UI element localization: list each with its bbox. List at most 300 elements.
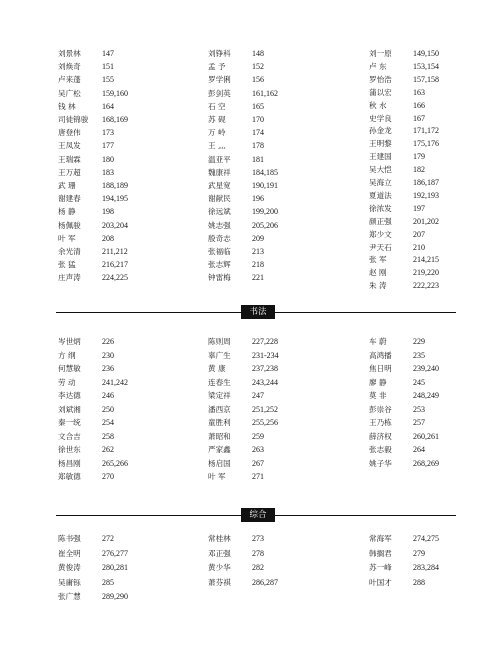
artist-name: 吴海立 (369, 178, 392, 187)
artist-name: 刘一原 (369, 49, 392, 58)
index-entry (58, 579, 114, 587)
page-numbers: 175,176 (413, 139, 439, 149)
page-numbers: 236 (102, 364, 114, 373)
index-entry (369, 352, 425, 360)
index-entry (58, 593, 128, 601)
page-numbers: 213 (252, 247, 264, 256)
index-entry (58, 116, 128, 124)
index-entry (208, 116, 264, 124)
artist-name: 郑敏德 (58, 472, 81, 481)
index-entry (208, 76, 264, 84)
artist-name: 何慧敏 (58, 364, 81, 373)
artist-name: 徐浓发 (369, 203, 392, 213)
index-entry (369, 50, 439, 58)
page-numbers: 268,269 (413, 458, 439, 468)
page-numbers: 247 (252, 391, 264, 400)
index-entry (208, 352, 279, 360)
artist-name: 孟 予 (208, 62, 226, 72)
artist-name: 苏一峰 (369, 563, 392, 572)
index-entry (58, 419, 114, 427)
page-numbers: 226 (102, 337, 114, 346)
page-numbers: 182 (413, 165, 425, 175)
page-numbers: 259 (252, 431, 264, 441)
artist-name: 潘西京 (208, 404, 231, 414)
page-numbers: 155 (102, 75, 114, 85)
artist-name: 李达德 (58, 391, 81, 400)
index-entry (208, 182, 278, 190)
artist-name: 黄 康 (208, 364, 226, 373)
page-numbers: 216,217 (102, 260, 128, 270)
index-entry (208, 274, 264, 282)
page-numbers: 267 (252, 458, 264, 468)
page-numbers: 209 (252, 233, 264, 243)
index-entry (208, 550, 264, 558)
index-entry (58, 129, 114, 137)
artist-name: 司徒锦骏 (58, 115, 89, 124)
index-entry (369, 269, 439, 277)
page-numbers: 197 (413, 203, 425, 213)
page-numbers: 153,154 (413, 61, 439, 71)
artist-name: 唐登伟 (58, 128, 81, 138)
artist-name: 魏康祥 (208, 167, 231, 177)
artist-name: 常桂林 (208, 534, 231, 543)
artist-name: 杨昌刚 (58, 458, 81, 468)
artist-name: 张 猛 (58, 260, 76, 270)
artist-name: 武 珊 (58, 181, 76, 190)
index-entry (369, 365, 439, 373)
page-numbers: 168,169 (102, 115, 128, 124)
index-entry (369, 282, 439, 290)
artist-name: 温亚平 (208, 154, 231, 164)
page-numbers: 276,277 (102, 548, 128, 558)
page-numbers: 214,215 (413, 255, 439, 265)
artist-name: 韩搁君 (369, 548, 392, 558)
page-numbers: 285 (102, 577, 114, 587)
index-entry (369, 433, 439, 441)
page-numbers: 288 (413, 577, 425, 587)
page-numbers: 170 (252, 115, 264, 124)
artist-name: 夏道法 (369, 190, 392, 200)
artist-name: 徐世东 (58, 445, 81, 454)
artist-name: 杨 静 (58, 207, 76, 217)
section-heading: 书法 (241, 305, 275, 319)
artist-name: 刘铮科 (208, 49, 231, 58)
index-entry (208, 90, 278, 98)
index-entry (369, 153, 425, 161)
index-entry (208, 63, 264, 71)
artist-name: 谢献民 (208, 194, 231, 204)
artist-name: 徐远斌 (208, 207, 231, 217)
artist-name: 文合吉 (58, 431, 81, 441)
index-entry (369, 102, 425, 110)
artist-name: 邓正强 (208, 548, 231, 558)
page-numbers: 173 (102, 128, 114, 138)
page-numbers: 231-234 (252, 350, 279, 360)
index-entry (208, 50, 264, 58)
index-entry (208, 103, 264, 111)
artist-name: 朱 涛 (369, 281, 387, 291)
artist-name: 秋 水 (369, 100, 387, 110)
artist-name: 王建国 (369, 152, 392, 162)
index-entry (369, 63, 439, 71)
page-numbers: 183 (102, 167, 114, 177)
artist-name: 钟雷梅 (208, 273, 231, 283)
artist-name: 莫 非 (369, 391, 387, 400)
page-numbers: 282 (252, 563, 264, 572)
index-entry (58, 535, 114, 543)
page-numbers: 248,249 (413, 391, 439, 400)
index-entry (208, 535, 264, 543)
index-entry (58, 103, 114, 111)
page-numbers: 258 (102, 431, 114, 441)
index-entry (369, 460, 439, 468)
artist-name: 姚子华 (369, 458, 392, 468)
page-numbers: 239,240 (413, 364, 439, 373)
page-numbers: 147 (102, 49, 114, 58)
page-numbers: 270 (102, 472, 114, 481)
index-entry (58, 235, 114, 243)
page-numbers: 250 (102, 404, 114, 414)
index-entry (58, 564, 128, 572)
page-numbers: 224,225 (102, 273, 128, 283)
index-entry (208, 446, 264, 454)
index-entry (208, 392, 264, 400)
page-numbers: 151 (102, 62, 114, 72)
artist-name: 叶 军 (208, 472, 226, 481)
artist-name: 连春生 (208, 377, 231, 387)
page-numbers: 199,200 (252, 207, 278, 217)
page-numbers: 271 (252, 472, 264, 481)
index-entry (58, 274, 128, 282)
artist-name: 史学良 (369, 113, 392, 123)
artist-name: 童胜利 (208, 418, 231, 427)
index-entry (369, 166, 425, 174)
index-entry (208, 433, 264, 441)
artist-name: 石 空 (208, 101, 226, 111)
page-numbers: 190,191 (252, 181, 278, 190)
index-entry (58, 63, 114, 71)
index-entry (369, 564, 439, 572)
page-numbers: 283,284 (413, 563, 439, 572)
artist-name: 武星宽 (208, 181, 231, 190)
artist-name: 方 纲 (58, 350, 76, 360)
page-numbers: 227,228 (252, 337, 278, 346)
artist-name: 严家鑫 (208, 445, 231, 454)
artist-name: 萧芬祺 (208, 577, 231, 587)
artist-name: 王 灬 (208, 141, 226, 151)
page-numbers: 174 (252, 128, 264, 138)
index-entry (369, 392, 439, 400)
artist-name: 苏 砚 (208, 115, 226, 124)
artist-name: 张广慧 (58, 592, 81, 601)
artist-name: 王明黎 (369, 139, 392, 149)
index-entry (58, 379, 128, 387)
index-entry (369, 579, 425, 587)
index-entry (369, 256, 439, 264)
index-entry (208, 419, 278, 427)
artist-name: 劳 动 (58, 377, 76, 387)
page-numbers: 278 (252, 548, 264, 558)
page-numbers: 229 (413, 337, 425, 346)
page-numbers: 253 (413, 404, 425, 414)
artist-name: 焦日明 (369, 364, 392, 373)
index-entry (208, 473, 264, 481)
page-numbers: 246 (102, 391, 114, 400)
index-entry (208, 235, 264, 243)
page-numbers: 273 (252, 534, 264, 543)
artist-name: 秦一统 (58, 418, 81, 427)
artist-name: 岑世炳 (58, 337, 81, 346)
artist-name: 姚志强 (208, 220, 231, 230)
index-entry (208, 579, 278, 587)
index-entry (58, 392, 114, 400)
artist-name: 张 军 (369, 255, 387, 265)
index-entry (369, 338, 425, 346)
index-entry (58, 50, 114, 58)
page-numbers: 280,281 (102, 563, 128, 572)
index-entry (369, 89, 425, 97)
artist-name: 孙金龙 (369, 126, 392, 136)
page-numbers: 272 (102, 534, 114, 543)
page-numbers: 222,223 (413, 281, 439, 291)
index-entry (369, 244, 425, 252)
index-entry (58, 195, 128, 203)
page-numbers: 159,160 (102, 88, 128, 98)
page-numbers: 178 (252, 141, 264, 151)
artist-name: 庄声涛 (58, 273, 81, 283)
index-entry (369, 205, 425, 213)
artist-name: 薛济权 (369, 431, 392, 441)
page-numbers: 152 (252, 62, 264, 72)
index-entry (58, 90, 128, 98)
index-entry (208, 406, 278, 414)
page-numbers: 166 (413, 100, 425, 110)
index-entry (58, 169, 114, 177)
page-numbers: 264 (413, 445, 425, 454)
artist-name: 彭剑英 (208, 88, 231, 98)
page-numbers: 237,238 (252, 364, 278, 373)
page-numbers: 163 (413, 87, 425, 97)
page-numbers: 207 (413, 229, 425, 239)
page-numbers: 210 (413, 242, 425, 252)
artist-name: 车 蔚 (369, 337, 387, 346)
artist-name: 杨启国 (208, 458, 231, 468)
artist-name: 崔全明 (58, 548, 81, 558)
page-numbers: 255,256 (252, 418, 278, 427)
index-entry (58, 446, 114, 454)
artist-name: 谢建春 (58, 194, 81, 204)
index-entry (369, 446, 425, 454)
page-numbers: 260,261 (413, 431, 439, 441)
index-entry (208, 208, 278, 216)
artist-name: 张志毅 (369, 445, 392, 454)
index-entry (58, 208, 114, 216)
page-numbers: 230 (102, 350, 114, 360)
page-numbers: 235 (413, 350, 425, 360)
page-numbers: 188,189 (102, 181, 128, 190)
index-entry (208, 195, 264, 203)
index-entry (369, 231, 425, 239)
page-numbers: 221 (252, 273, 264, 283)
index-entry (369, 140, 439, 148)
page-numbers: 286,287 (252, 577, 278, 587)
page-numbers: 254 (102, 418, 114, 427)
page-numbers: 149,150 (413, 49, 439, 58)
page-numbers: 194,195 (102, 194, 128, 204)
page-numbers: 186,187 (413, 178, 439, 187)
page-numbers: 208 (102, 233, 114, 243)
index-entry (58, 473, 114, 481)
page-numbers: 192,193 (413, 190, 439, 200)
artist-name: 梁定祥 (208, 391, 231, 400)
index-entry (208, 564, 264, 572)
artist-name: 王乃栋 (369, 418, 392, 427)
page-numbers: 184,185 (252, 167, 278, 177)
page-numbers: 218 (252, 260, 264, 270)
artist-name: 陈则周 (208, 337, 231, 346)
index-entry (208, 129, 264, 137)
index-entry (369, 179, 439, 187)
artist-name: 张福临 (208, 247, 231, 256)
page-numbers: 179 (413, 152, 425, 162)
artist-name: 萧昭和 (208, 431, 231, 441)
page-numbers: 165 (252, 101, 264, 111)
artist-name: 卢来蓬 (58, 75, 81, 85)
artist-name: 罗学俐 (208, 75, 231, 85)
artist-name: 卢 东 (369, 61, 387, 71)
artist-name: 尹天石 (369, 242, 392, 252)
page-numbers: 177 (102, 141, 114, 151)
artist-name: 常海军 (369, 534, 392, 543)
index-entry (208, 365, 278, 373)
index-entry (208, 379, 278, 387)
page-numbers: 156 (252, 75, 264, 85)
artist-name: 万 岭 (208, 128, 226, 138)
page-numbers: 205,206 (252, 220, 278, 230)
index-entry (208, 169, 278, 177)
index-entry (58, 433, 114, 441)
artist-name: 陈书强 (58, 534, 81, 543)
index-entry (369, 218, 439, 226)
page-numbers: 164 (102, 101, 114, 111)
artist-name: 赵 刚 (369, 268, 387, 278)
index-entry (58, 222, 128, 230)
index-entry (58, 406, 114, 414)
index-entry (58, 338, 114, 346)
page-numbers: 167 (413, 113, 425, 123)
page-numbers: 279 (413, 548, 425, 558)
index-entry (369, 76, 439, 84)
index-entry (369, 379, 425, 387)
artist-name: 蒲以宏 (369, 87, 392, 97)
artist-name: 吴大恺 (369, 165, 392, 175)
index-entry (369, 419, 425, 427)
artist-name: 殷奇志 (208, 233, 231, 243)
artist-name: 叶国才 (369, 577, 392, 587)
page-numbers: 148 (252, 49, 264, 58)
index-entry (58, 182, 128, 190)
page-numbers: 243,244 (252, 377, 278, 387)
index-entry (58, 261, 128, 269)
page-numbers: 262 (102, 445, 114, 454)
page-numbers: 265,266 (102, 458, 128, 468)
index-entry (58, 156, 114, 164)
index-entry (208, 142, 264, 150)
page-numbers: 211,212 (102, 247, 128, 256)
index-entry (369, 127, 439, 135)
page-numbers: 203,204 (102, 220, 128, 230)
page-numbers: 198 (102, 207, 114, 217)
index-entry (369, 535, 439, 543)
page-numbers: 219,220 (413, 268, 439, 278)
page-numbers: 289,290 (102, 592, 128, 601)
page-numbers: 157,158 (413, 74, 439, 84)
artist-name: 叶 军 (58, 233, 76, 243)
artist-name: 刘焕奇 (58, 62, 81, 72)
artist-name: 颜正强 (369, 216, 392, 226)
index-entry (58, 142, 114, 150)
index-entry (208, 222, 278, 230)
artist-name: 郑少文 (369, 229, 392, 239)
artist-name: 高鸿播 (369, 350, 392, 360)
page-numbers: 245 (413, 377, 425, 387)
artist-name: 杨佩骏 (58, 220, 81, 230)
artist-name: 黄俊涛 (58, 563, 81, 572)
artist-name: 彭崇谷 (369, 404, 392, 414)
artist-name: 王瑞霖 (58, 154, 81, 164)
index-entry (58, 76, 114, 84)
index-entry (58, 248, 128, 256)
index-entry (369, 550, 425, 558)
page-numbers: 180 (102, 154, 114, 164)
artist-name: 张志辉 (208, 260, 231, 270)
index-entry (208, 248, 264, 256)
index-entry (58, 460, 128, 468)
index-entry (58, 365, 114, 373)
index-entry (58, 352, 114, 360)
artist-name: 刘景林 (58, 49, 81, 58)
page-numbers: 161,162 (252, 88, 278, 98)
artist-name: 廖 静 (369, 377, 387, 387)
index-entry (369, 192, 439, 200)
artist-name: 辜广生 (208, 350, 231, 360)
index-entry (369, 115, 425, 123)
page-numbers: 196 (252, 194, 264, 204)
page-numbers: 251,252 (252, 404, 278, 414)
artist-name: 吴广松 (58, 88, 81, 98)
index-entry (208, 156, 264, 164)
index-entry (208, 338, 278, 346)
page-numbers: 171,172 (413, 126, 439, 136)
page-numbers: 263 (252, 445, 264, 454)
artist-name: 吴庸铄 (58, 577, 81, 587)
artist-name: 刘斌湘 (58, 404, 81, 414)
index-entry (58, 550, 128, 558)
page-numbers: 201,202 (413, 216, 439, 226)
artist-name: 余光清 (58, 247, 81, 256)
artist-name: 钱 林 (58, 101, 76, 111)
section-heading: 综合 (241, 508, 275, 522)
artist-name: 罗怡浩 (369, 74, 392, 84)
page-numbers: 257 (413, 418, 425, 427)
page-numbers: 181 (252, 154, 264, 164)
page-numbers: 274,275 (413, 534, 439, 543)
page-numbers: 241,242 (102, 377, 128, 387)
index-entry (208, 460, 264, 468)
artist-name: 王凤发 (58, 141, 81, 151)
artist-name: 黄少华 (208, 563, 231, 572)
index-entry (369, 406, 425, 414)
